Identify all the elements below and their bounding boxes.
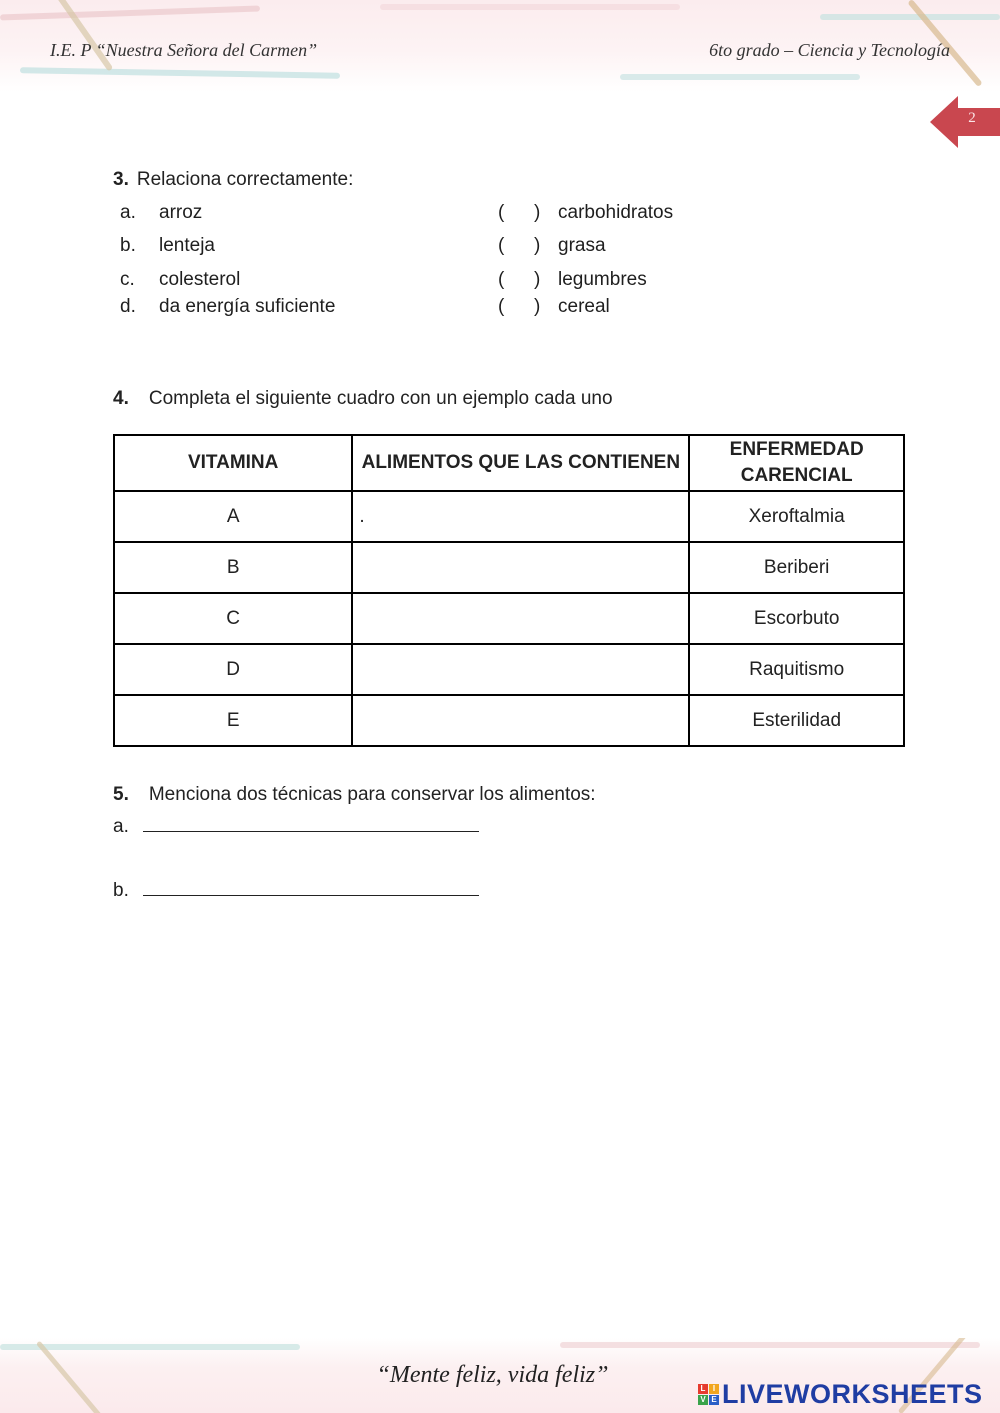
badge-letter: L <box>698 1384 708 1394</box>
question-3 <box>113 169 353 191</box>
disease-cell: Escorbuto <box>689 593 904 644</box>
row-letter: d. <box>120 296 136 317</box>
answer-close-paren[interactable]: ) <box>534 202 541 223</box>
vitamin-cell: D <box>114 644 352 695</box>
question-4-prompt: Completa el siguiente cuadro con un ejemplo cada uno <box>148 388 613 409</box>
disease-cell: Esterilidad <box>689 695 904 746</box>
question-3-prompt: Relaciona correctamente: <box>136 169 354 190</box>
answer-letter: b. <box>113 880 129 901</box>
answer-close-paren[interactable]: ) <box>534 269 541 290</box>
foods-answer-cell[interactable] <box>352 644 689 695</box>
vitamin-cell: E <box>114 695 352 746</box>
answer-close-paren[interactable]: ) <box>534 235 541 256</box>
answer-line-b <box>113 880 479 902</box>
question-4 <box>113 388 613 410</box>
answer-blank[interactable] <box>143 880 479 896</box>
header-vitamin: VITAMINA <box>114 435 352 491</box>
answer-close-paren[interactable]: ) <box>534 296 541 317</box>
question-3-number: 3. <box>113 169 129 190</box>
row-option: carbohidratos <box>558 202 674 223</box>
foods-answer-cell[interactable] <box>352 695 689 746</box>
header-disease <box>689 435 904 491</box>
vitamin-cell: B <box>114 542 352 593</box>
vitamins-table <box>113 434 905 747</box>
badge-letter: V <box>698 1395 708 1405</box>
match-row <box>120 269 720 295</box>
row-letter: c. <box>120 269 135 290</box>
page-number: 2 <box>968 110 976 126</box>
row-letter: a. <box>120 202 136 223</box>
disease-cell: Raquitismo <box>689 644 904 695</box>
row-item: arroz <box>159 202 203 223</box>
header-foods: ALIMENTOS QUE LAS CONTIENEN <box>352 435 689 491</box>
question-5 <box>113 784 596 806</box>
answer-open-paren[interactable]: ( <box>498 235 505 256</box>
liveworksheets-logo <box>698 1380 983 1408</box>
match-row <box>120 202 720 228</box>
match-row <box>120 296 720 322</box>
liveworksheets-brand: LIVEWORKSHEETS <box>722 1378 983 1409</box>
answer-blank[interactable] <box>143 816 479 832</box>
row-option: legumbres <box>558 269 647 290</box>
vitamin-cell: A <box>114 491 352 542</box>
answer-open-paren[interactable]: ( <box>498 202 505 223</box>
foods-answer-cell[interactable] <box>352 542 689 593</box>
answer-line-a <box>113 816 479 838</box>
question-5-prompt: Menciona dos técnicas para conservar los alimentos: <box>148 784 596 805</box>
row-option: grasa <box>558 235 606 256</box>
vitamin-cell: C <box>114 593 352 644</box>
badge-letter: I <box>709 1384 719 1394</box>
badge-letter: E <box>709 1395 719 1405</box>
table-row <box>114 695 904 746</box>
disease-cell: Beriberi <box>689 542 904 593</box>
foods-answer-cell[interactable] <box>352 593 689 644</box>
row-letter: b. <box>120 235 136 256</box>
table-row <box>114 542 904 593</box>
match-row <box>120 235 720 261</box>
row-item: lenteja <box>159 235 215 256</box>
liveworksheets-badge-icon <box>698 1384 719 1405</box>
table-header-row <box>114 435 904 491</box>
answer-open-paren[interactable]: ( <box>498 296 505 317</box>
answer-open-paren[interactable]: ( <box>498 269 505 290</box>
answer-letter: a. <box>113 816 129 837</box>
table-row <box>114 593 904 644</box>
footer-motto: “Mente feliz, vida feliz” <box>376 1362 609 1388</box>
question-4-number: 4. <box>113 388 129 409</box>
question-5-number: 5. <box>113 784 129 805</box>
row-option: cereal <box>558 296 610 317</box>
course-name: 6to grado – Ciencia y Tecnología <box>709 40 950 60</box>
table-row <box>114 491 904 542</box>
foods-answer-cell[interactable]: . <box>352 491 689 542</box>
school-name: I.E. P “Nuestra Señora del Carmen” <box>50 40 318 60</box>
row-item: da energía suficiente <box>159 296 336 317</box>
header-disease-line2: CARENCIAL <box>740 465 853 486</box>
disease-cell: Xeroftalmia <box>689 491 904 542</box>
table-row <box>114 644 904 695</box>
row-item: colesterol <box>159 269 241 290</box>
header-disease-line1: ENFERMEDAD <box>729 439 864 460</box>
page-number-badge <box>930 96 1000 148</box>
